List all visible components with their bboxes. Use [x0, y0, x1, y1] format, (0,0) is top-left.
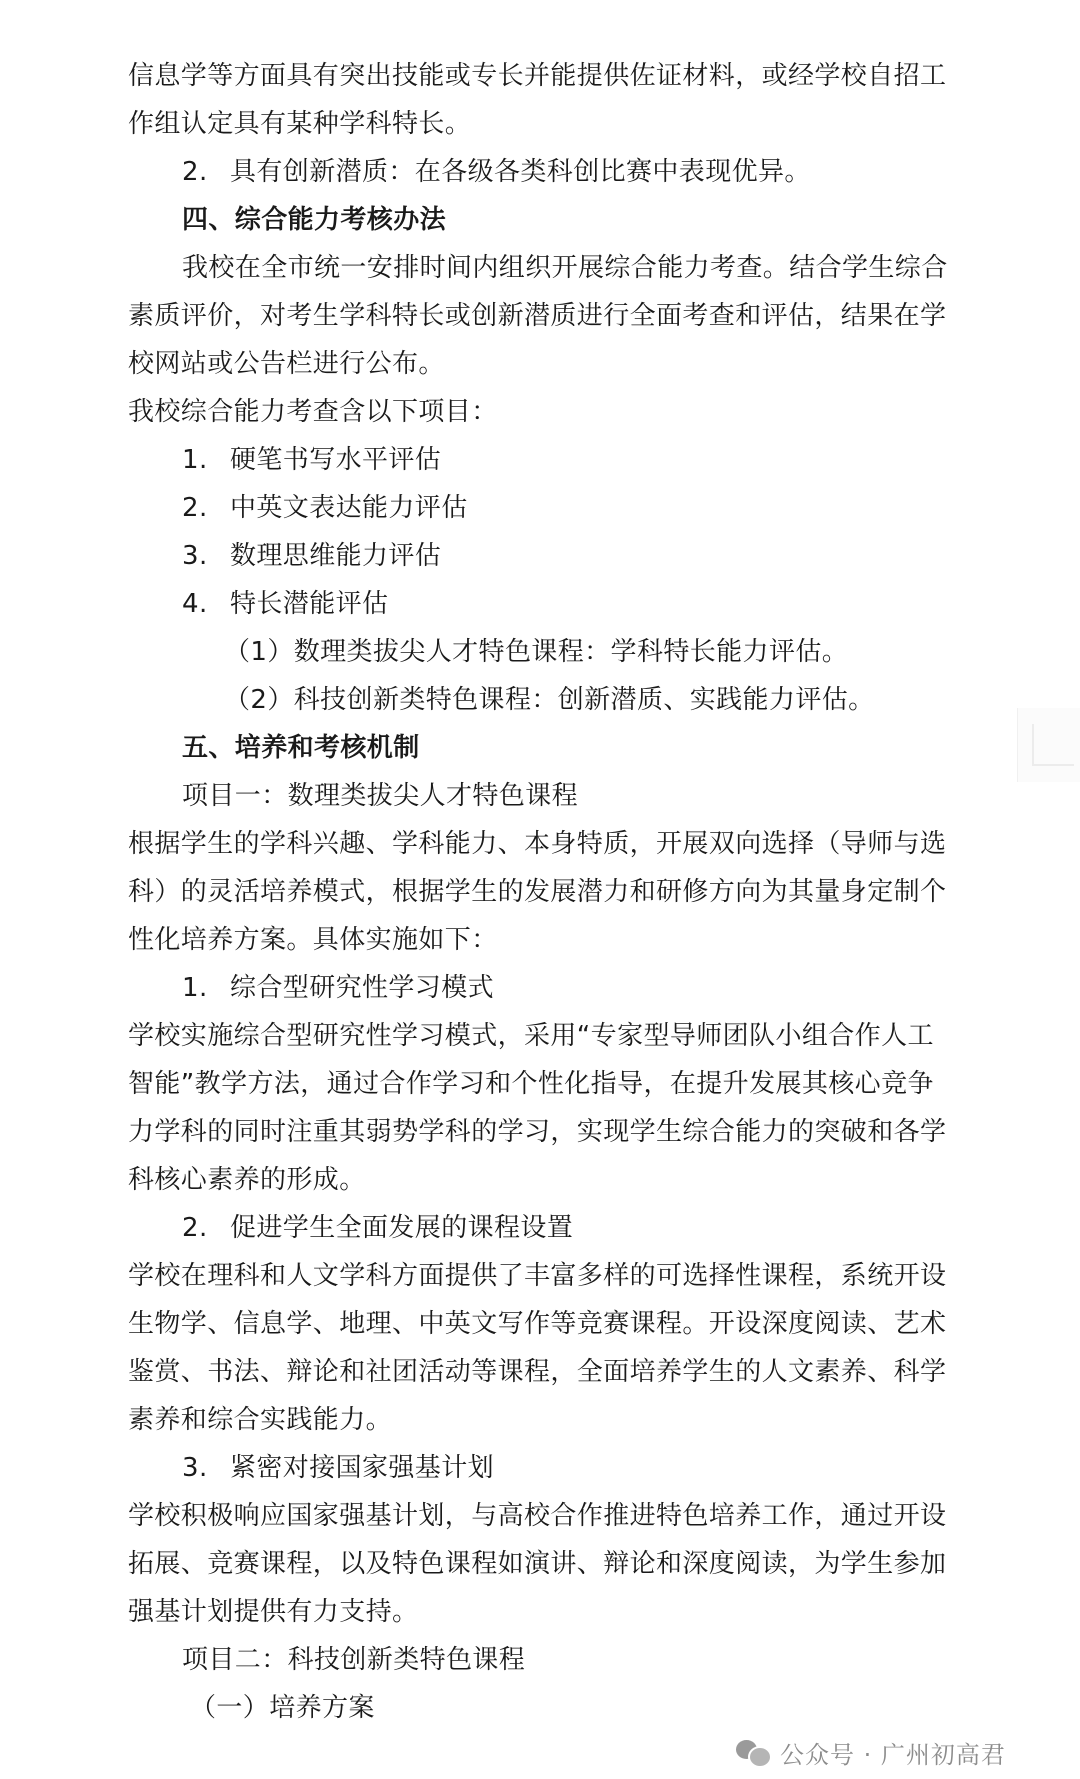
list-item [128, 148, 968, 196]
line-text: 项目二：科技创新类特色课程 [182, 1645, 526, 1675]
line-text: 科）的灵活培养模式，根据学生的发展潜力和研修方向为其量身定制个 [128, 877, 947, 907]
list-item [128, 580, 968, 628]
list-item [128, 484, 968, 532]
line-text: 项目一：数理类拔尖人才特色课程 [182, 781, 579, 811]
paragraph-line [128, 1396, 968, 1444]
list-number: 3. [182, 1453, 208, 1483]
paragraph-line [128, 1588, 968, 1636]
line-text: 中英文表达能力评估 [230, 493, 468, 523]
line-text: 根据学生的学科兴趣、学科能力、本身特质，开展双向选择（导师与选 [128, 829, 947, 859]
line-text: 具有创新潜质：在各级各类科创比赛中表现优异。 [230, 157, 811, 187]
list-number: 1. [182, 973, 208, 1003]
section-heading [128, 724, 968, 772]
paragraph-line [128, 1684, 968, 1732]
paragraph-line [128, 1348, 968, 1396]
paragraph-line [128, 1636, 968, 1684]
list-item [128, 1444, 968, 1492]
paragraph-line [128, 1012, 968, 1060]
paragraph-line [128, 820, 968, 868]
paragraph-line [128, 1540, 968, 1588]
line-text: 综合型研究性学习模式 [230, 973, 495, 1003]
line-text: 我校综合能力考查含以下项目： [128, 397, 498, 427]
line-text: 拓展、竞赛课程，以及特色课程如演讲、辩论和深度阅读，为学生参加 [128, 1549, 947, 1579]
paragraph-line [128, 100, 968, 148]
watermark-text: 公众号 · 广州初高君 [780, 1740, 1006, 1769]
paragraph-line [128, 676, 968, 724]
wechat-icon [736, 1737, 770, 1767]
paragraph-line [128, 52, 968, 100]
paragraph-line [128, 868, 968, 916]
line-text: 作组认定具有某种学科特长。 [128, 109, 472, 139]
paragraph-line [128, 628, 968, 676]
line-text: 我校在全市统一安排时间内组织开展综合能力考查。结合学生综合 [182, 253, 948, 283]
line-text: 学校实施综合型研究性学习模式，采用“专家型导师团队小组合作人工 [128, 1021, 934, 1051]
paragraph-line [128, 244, 968, 292]
line-text: 强基计划提供有力支持。 [128, 1597, 419, 1627]
line-text: 科核心素养的形成。 [128, 1165, 366, 1195]
line-text: 智能”教学方法，通过合作学习和个性化指导，在提升发展其核心竞争 [128, 1069, 934, 1099]
line-text: 紧密对接国家强基计划 [230, 1453, 495, 1483]
line-text: 鉴赏、书法、辩论和社团活动等课程，全面培养学生的人文素养、科学 [128, 1357, 947, 1387]
watermark [736, 1732, 1006, 1772]
line-text: 信息学等方面具有突出技能或专长并能提供佐证材料，或经学校自招工 [128, 61, 947, 91]
list-item [128, 532, 968, 580]
line-text: 学校在理科和人文学科方面提供了丰富多样的可选择性课程，系统开设 [128, 1261, 947, 1291]
paragraph-line [128, 1252, 968, 1300]
list-item [128, 1204, 968, 1252]
list-number: 2. [182, 493, 208, 523]
line-text: 学校积极响应国家强基计划，与高校合作推进特色培养工作，通过开设 [128, 1501, 947, 1531]
paragraph-line [128, 1300, 968, 1348]
list-item [128, 436, 968, 484]
paragraph-line [128, 292, 968, 340]
paragraph-line [128, 1156, 968, 1204]
line-text: （一）培养方案 [190, 1693, 375, 1723]
line-text: 促进学生全面发展的课程设置 [230, 1213, 574, 1243]
list-number: 3. [182, 541, 208, 571]
paragraph-line [128, 1060, 968, 1108]
paragraph-line [128, 772, 968, 820]
line-text: 性化培养方案。具体实施如下： [128, 925, 498, 955]
line-text: 特长潜能评估 [230, 589, 389, 619]
line-text: 生物学、信息学、地理、中英文写作等竞赛课程。开设深度阅读、艺术 [128, 1309, 947, 1339]
list-number: 2. [182, 157, 208, 187]
line-text: 四、综合能力考核办法 [182, 205, 447, 235]
paragraph-line [128, 340, 968, 388]
paragraph-line [128, 1492, 968, 1540]
line-text: 五、培养和考核机制 [182, 733, 420, 763]
list-number: 1. [182, 445, 208, 475]
list-number: 4. [182, 589, 208, 619]
line-text: （1）数理类拔尖人才特色课程：学科特长能力评估。 [224, 637, 849, 667]
document-body [128, 52, 968, 1732]
line-text: 硬笔书写水平评估 [230, 445, 442, 475]
list-number: 2. [182, 1213, 208, 1243]
line-text: 校网站或公告栏进行公布。 [128, 349, 445, 379]
paragraph-line [128, 388, 968, 436]
line-text: 素质评价，对考生学科特长或创新潜质进行全面考查和评估，结果在学 [128, 301, 947, 331]
paragraph-line [128, 1108, 968, 1156]
side-edge-tab [1017, 708, 1080, 782]
line-text: 素养和综合实践能力。 [128, 1405, 393, 1435]
line-text: 力学科的同时注重其弱势学科的学习，实现学生综合能力的突破和各学 [128, 1117, 947, 1147]
line-text: 数理思维能力评估 [230, 541, 442, 571]
line-text: （2）科技创新类特色课程：创新潜质、实践能力评估。 [224, 685, 875, 715]
paragraph-line [128, 916, 968, 964]
section-heading [128, 196, 968, 244]
list-item [128, 964, 968, 1012]
